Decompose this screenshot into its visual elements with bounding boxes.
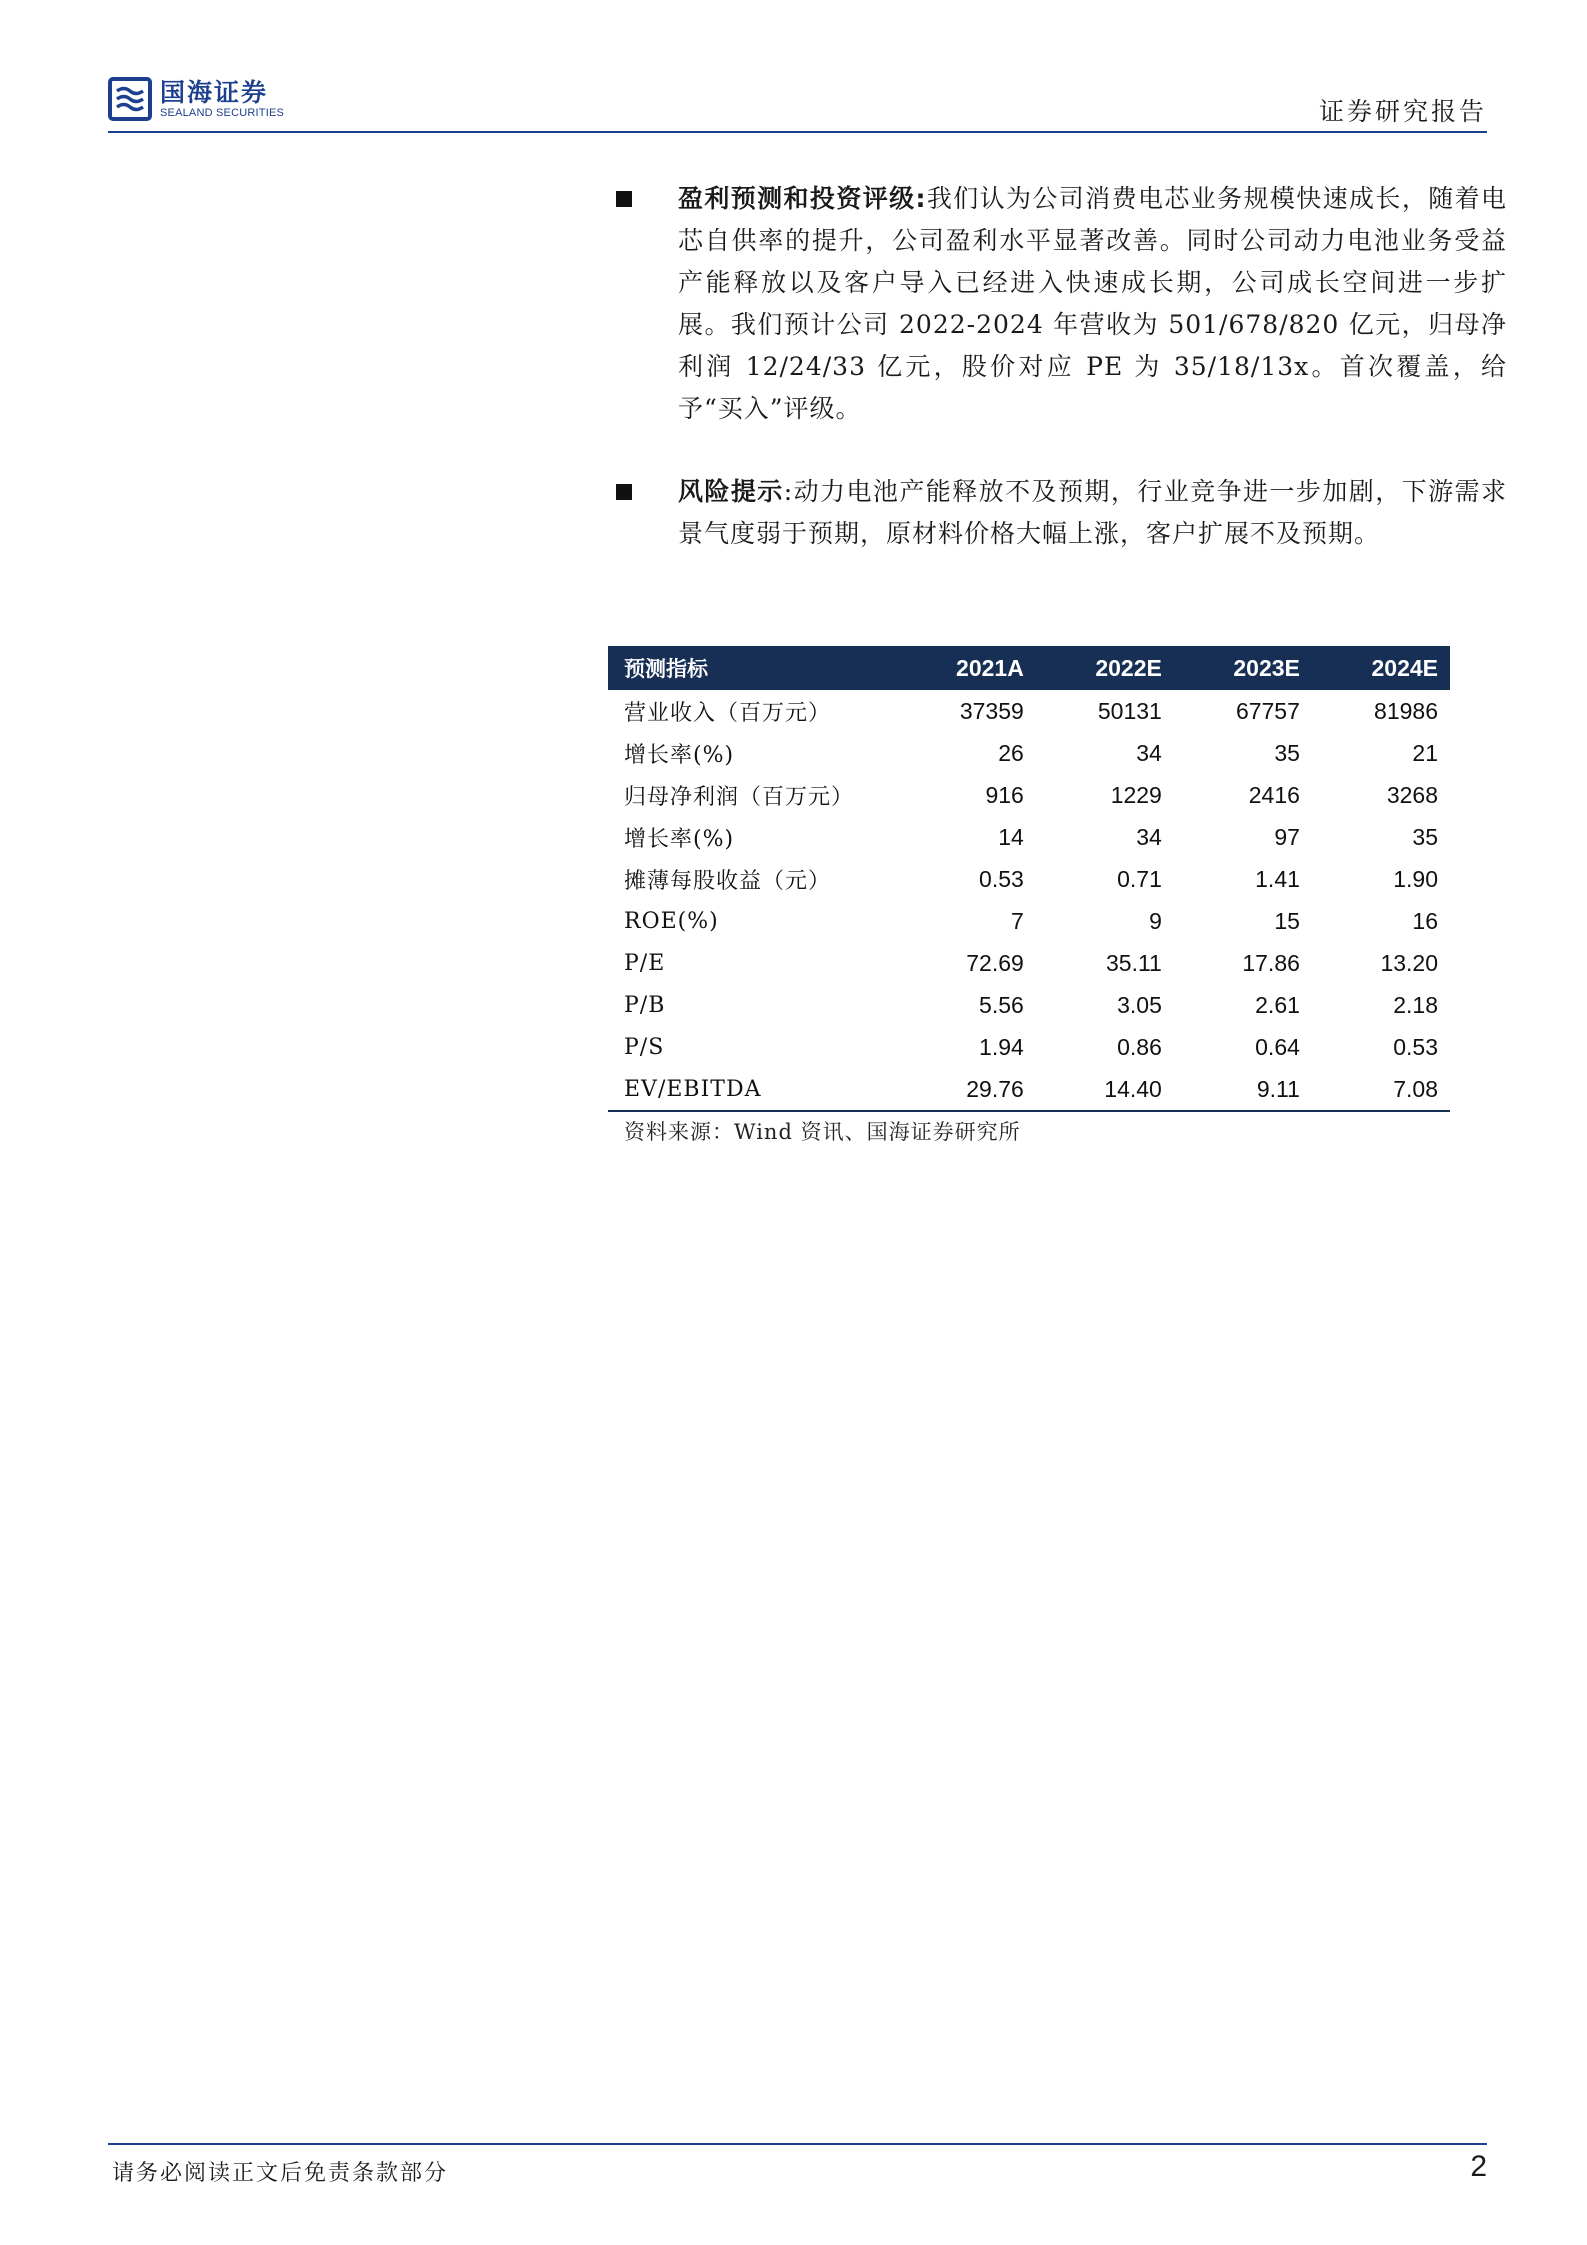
- table-cell: 7: [1011, 907, 1024, 934]
- column-header: 2021A: [886, 646, 1024, 690]
- page-header: [108, 72, 1487, 134]
- header-divider: [108, 131, 1487, 133]
- bullet-separator: :: [783, 477, 794, 506]
- row-label: P/S: [624, 1034, 665, 1060]
- table-cell: 50131: [1097, 697, 1162, 724]
- bullet-risk-warning: [620, 471, 1507, 555]
- table-row: [608, 732, 1450, 774]
- footer-divider: [108, 2143, 1487, 2145]
- table-cell: 14: [998, 823, 1024, 850]
- table-row: [608, 1026, 1450, 1068]
- forecast-table: [608, 646, 1450, 1112]
- page-number: 2: [1470, 2150, 1487, 2183]
- table-cell: 2.18: [1393, 991, 1438, 1018]
- table-cell: 0.53: [1393, 1033, 1438, 1060]
- column-header: 2022E: [1024, 646, 1162, 690]
- row-label: ROE(%): [624, 908, 719, 934]
- table-cell: 2.61: [1255, 991, 1300, 1018]
- bullet-body: 动力电池产能释放不及预期，行业竞争进一步加剧，下游需求景气度弱于预期，原材料价格大幅上涨，客户扩展不及预期。: [678, 477, 1507, 548]
- table-row: [608, 1068, 1450, 1111]
- table-cell: 17.86: [1242, 949, 1300, 976]
- table-header-row: [608, 646, 1450, 690]
- table-row: [608, 942, 1450, 984]
- table-cell: 72.69: [966, 949, 1024, 976]
- table-cell: 13.20: [1380, 949, 1438, 976]
- table-row: [608, 816, 1450, 858]
- row-label: 增长率(%): [624, 742, 735, 768]
- row-label: 归母净利润（百万元）: [624, 784, 855, 810]
- bullet-paragraph: [678, 178, 1507, 430]
- table-row: [608, 858, 1450, 900]
- table-source-note: 资料来源：Wind 资讯、国海证券研究所: [624, 1120, 1021, 1144]
- bullet-earnings-forecast: [620, 178, 1507, 430]
- table-cell: 1.94: [979, 1033, 1024, 1060]
- table-cell: 14.40: [1024, 1068, 1162, 1111]
- table-cell: 29.76: [886, 1068, 1024, 1111]
- square-bullet-icon: [616, 191, 632, 207]
- table-cell: 35.11: [1106, 949, 1162, 976]
- table-cell: 1229: [1110, 781, 1162, 808]
- document-type-label: 证券研究报告: [1318, 97, 1487, 126]
- table-cell: 37359: [959, 697, 1024, 724]
- table-cell: 26: [998, 739, 1024, 766]
- table-row: [608, 984, 1450, 1026]
- table-cell: 34: [1136, 823, 1162, 850]
- table-cell: 21: [1412, 739, 1438, 766]
- logo-english-name: SEALAND SECURITIES: [160, 107, 285, 119]
- logo-chinese-name: 国海证券: [160, 78, 269, 107]
- sealand-logo-icon: [108, 77, 152, 121]
- row-label: P/E: [624, 950, 666, 976]
- row-label: P/B: [624, 992, 666, 1018]
- table-cell: 35: [1274, 739, 1300, 766]
- table-cell: 81986: [1374, 697, 1438, 724]
- table-cell: 9: [1149, 907, 1162, 934]
- column-header: 2024E: [1300, 646, 1450, 690]
- table-cell: 9.11: [1162, 1068, 1300, 1111]
- table-cell: 0.71: [1117, 865, 1162, 892]
- row-label: 增长率(%): [624, 826, 735, 852]
- row-label: 营业收入（百万元）: [624, 700, 832, 726]
- table-row: [608, 774, 1450, 816]
- table-body: [608, 690, 1450, 1111]
- bullet-heading: 盈利预测和投资评级: [678, 184, 916, 213]
- table-cell: 67757: [1235, 697, 1300, 724]
- table-cell: 0.86: [1117, 1033, 1162, 1060]
- table-cell: 1.41: [1255, 865, 1300, 892]
- table-cell: 97: [1274, 823, 1300, 850]
- bullet-heading: 风险提示: [678, 477, 784, 506]
- disclaimer-note: 请务必阅读正文后免责条款部分: [112, 2161, 449, 2186]
- table-cell: 2416: [1248, 781, 1300, 808]
- bullet-paragraph: [678, 471, 1507, 555]
- company-logo: [108, 72, 284, 126]
- square-bullet-icon: [616, 484, 632, 500]
- table-cell: 916: [985, 781, 1024, 808]
- row-label: 摊薄每股收益（元）: [624, 868, 832, 894]
- column-header: 2023E: [1162, 646, 1300, 690]
- table-cell: 0.53: [979, 865, 1024, 892]
- table-cell: 5.56: [979, 991, 1024, 1018]
- table-cell: 0.64: [1255, 1033, 1300, 1060]
- bullet-separator: :: [915, 184, 927, 213]
- bullet-body: 我们认为公司消费电芯业务规模快速成长，随着电芯自供率的提升，公司盈利水平显著改善。同时公司动力电池业务受益产能释放以及客户导入已经进入快速成长期，公司成长空间进一步扩展。我们预计公司 2022-2024 年营收为 501/678/820 亿元，归母净利润 12/24/33 亿元，股价对应 PE 为 35/18/13x。首次覆盖，给予“买入”评级。: [678, 184, 1507, 423]
- table-cell: 16: [1412, 907, 1438, 934]
- table-cell: 3.05: [1117, 991, 1162, 1018]
- table-row: [608, 900, 1450, 942]
- table-cell: 3268: [1386, 781, 1438, 808]
- table-cell: 34: [1136, 739, 1162, 766]
- table-cell: 35: [1412, 823, 1438, 850]
- table-cell: 1.90: [1393, 865, 1438, 892]
- table-cell: 15: [1274, 907, 1300, 934]
- row-label: EV/EBITDA: [608, 1068, 886, 1111]
- table-row: [608, 690, 1450, 732]
- column-header: 预测指标: [608, 646, 886, 690]
- table-cell: 7.08: [1300, 1068, 1450, 1111]
